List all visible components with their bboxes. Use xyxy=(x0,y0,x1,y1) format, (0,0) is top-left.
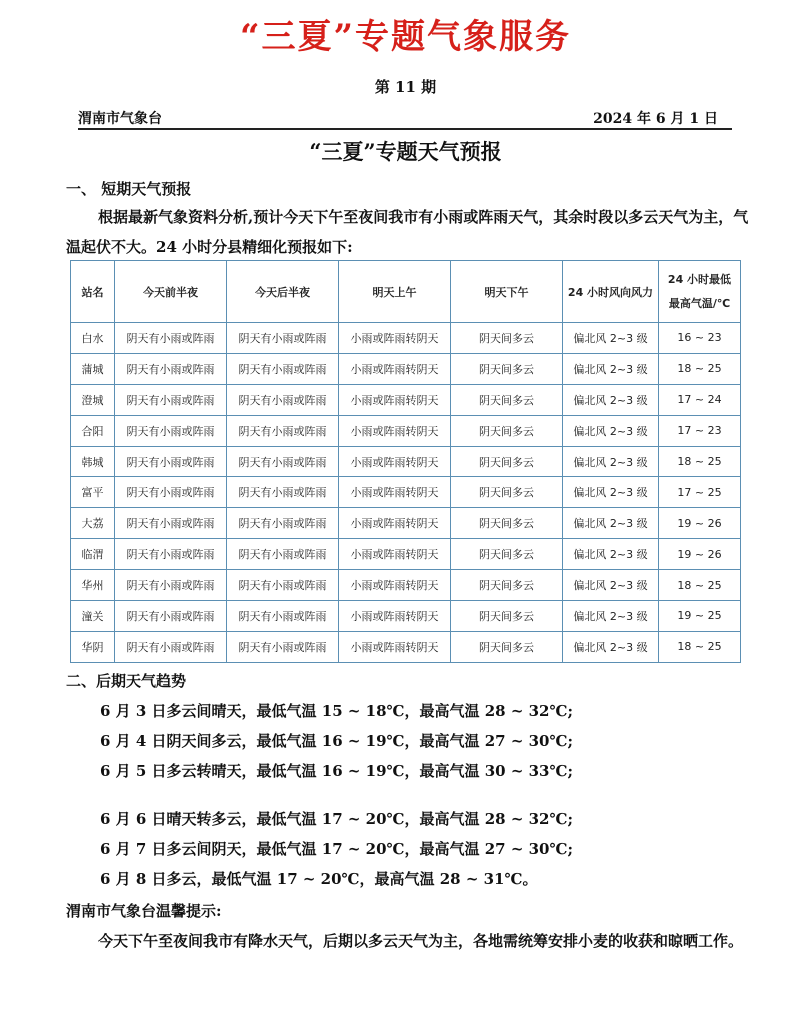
cell-station: 白水 xyxy=(71,323,115,354)
table-row xyxy=(71,353,741,384)
issuer-line xyxy=(78,106,732,130)
cell-station: 华阴 xyxy=(71,631,115,662)
col-second-half-night: 今天后半夜 xyxy=(227,261,339,323)
cell-station: 蒲城 xyxy=(71,353,115,384)
table-row xyxy=(71,446,741,477)
cell-station: 华州 xyxy=(71,570,115,601)
col-station: 站名 xyxy=(71,261,115,323)
col-temperature-line1: 24 小时最低 xyxy=(667,272,732,286)
county-forecast-table xyxy=(70,260,741,663)
cell-wind: 偏北风 2~3 级 xyxy=(563,570,659,601)
cell-tomorrow-afternoon: 阴天间多云 xyxy=(451,477,563,508)
tips-text: 今天下午至夜间我市有降水天气，后期以多云天气为主，各地需统筹安排小麦的收获和晾晒工作。 xyxy=(98,932,744,950)
table-row xyxy=(71,570,741,601)
cell-second-half-night: 阴天有小雨或阵雨 xyxy=(227,508,339,539)
cell-second-half-night: 阴天有小雨或阵雨 xyxy=(227,539,339,570)
table-row xyxy=(71,415,741,446)
cell-first-half-night: 阴天有小雨或阵雨 xyxy=(115,570,227,601)
cell-second-half-night: 阴天有小雨或阵雨 xyxy=(227,384,339,415)
cell-tomorrow-morning: 小雨或阵雨转阴天 xyxy=(339,601,451,632)
table-row xyxy=(71,539,741,570)
cell-tomorrow-afternoon: 阴天间多云 xyxy=(451,508,563,539)
table-row xyxy=(71,508,741,539)
cell-tomorrow-afternoon: 阴天间多云 xyxy=(451,323,563,354)
cell-temperature: 16 ~ 23 xyxy=(659,323,741,354)
cell-first-half-night: 阴天有小雨或阵雨 xyxy=(115,539,227,570)
cell-tomorrow-morning: 小雨或阵雨转阴天 xyxy=(339,415,451,446)
cell-first-half-night: 阴天有小雨或阵雨 xyxy=(115,353,227,384)
cell-temperature: 19 ~ 26 xyxy=(659,539,741,570)
cell-tomorrow-afternoon: 阴天间多云 xyxy=(451,353,563,384)
cell-wind: 偏北风 2~3 级 xyxy=(563,384,659,415)
cell-wind: 偏北风 2~3 级 xyxy=(563,477,659,508)
col-tomorrow-afternoon: 明天下午 xyxy=(451,261,563,323)
cell-tomorrow-morning: 小雨或阵雨转阴天 xyxy=(339,477,451,508)
cell-tomorrow-afternoon: 阴天间多云 xyxy=(451,384,563,415)
cell-first-half-night: 阴天有小雨或阵雨 xyxy=(115,601,227,632)
table-row xyxy=(71,323,741,354)
cell-temperature: 18 ~ 25 xyxy=(659,570,741,601)
cell-tomorrow-morning: 小雨或阵雨转阴天 xyxy=(339,353,451,384)
cell-second-half-night: 阴天有小雨或阵雨 xyxy=(227,415,339,446)
cell-wind: 偏北风 2~3 级 xyxy=(563,508,659,539)
cell-tomorrow-afternoon: 阴天间多云 xyxy=(451,539,563,570)
cell-station: 澄城 xyxy=(71,384,115,415)
cell-wind: 偏北风 2~3 级 xyxy=(563,415,659,446)
col-wind: 24 小时风向风力 xyxy=(563,261,659,323)
cell-tomorrow-morning: 小雨或阵雨转阴天 xyxy=(339,384,451,415)
issuer-org: 渭南市气象台 xyxy=(78,111,162,127)
issue-date: 2024 年 6 月 1 日 xyxy=(593,111,718,127)
cell-second-half-night: 阴天有小雨或阵雨 xyxy=(227,446,339,477)
cell-station: 富平 xyxy=(71,477,115,508)
cell-temperature: 17 ~ 25 xyxy=(659,477,741,508)
cell-second-half-night: 阴天有小雨或阵雨 xyxy=(227,353,339,384)
masthead-title: “三夏”专题气象服务 xyxy=(239,17,572,57)
short-term-paragraph: 根据最新气象资料分析,预计今天下午至夜间我市有小雨或阵雨天气，其余时段以多云天气为主，气温起伏不大。24 小时分县精细化预报如下: xyxy=(66,208,749,256)
cell-tomorrow-afternoon: 阴天间多云 xyxy=(451,570,563,601)
trend-line: 6 月 6 日晴天转多云，最低气温 17 ~ 20℃，最高气温 28 ~ 32℃; xyxy=(100,810,573,828)
cell-temperature: 19 ~ 26 xyxy=(659,508,741,539)
cell-wind: 偏北风 2~3 级 xyxy=(563,631,659,662)
table-row xyxy=(71,601,741,632)
cell-tomorrow-morning: 小雨或阵雨转阴天 xyxy=(339,323,451,354)
cell-first-half-night: 阴天有小雨或阵雨 xyxy=(115,508,227,539)
cell-tomorrow-morning: 小雨或阵雨转阴天 xyxy=(339,631,451,662)
cell-station: 韩城 xyxy=(71,446,115,477)
cell-first-half-night: 阴天有小雨或阵雨 xyxy=(115,384,227,415)
cell-tomorrow-morning: 小雨或阵雨转阴天 xyxy=(339,446,451,477)
cell-wind: 偏北风 2~3 级 xyxy=(563,353,659,384)
cell-wind: 偏北风 2~3 级 xyxy=(563,446,659,477)
trend-line: 6 月 7 日多云间阴天，最低气温 17 ~ 20℃，最高气温 27 ~ 30℃; xyxy=(100,840,573,858)
forecast-title: “三夏”专题天气预报 xyxy=(309,139,502,164)
cell-second-half-night: 阴天有小雨或阵雨 xyxy=(227,601,339,632)
section-trend-heading: 二、后期天气趋势 xyxy=(66,672,187,690)
col-tomorrow-morning: 明天上午 xyxy=(339,261,451,323)
table-row xyxy=(71,384,741,415)
col-temperature xyxy=(659,261,741,323)
cell-tomorrow-morning: 小雨或阵雨转阴天 xyxy=(339,539,451,570)
section-short-term-heading: 一、 短期天气预报 xyxy=(66,180,192,198)
cell-tomorrow-morning: 小雨或阵雨转阴天 xyxy=(339,570,451,601)
cell-second-half-night: 阴天有小雨或阵雨 xyxy=(227,477,339,508)
cell-tomorrow-afternoon: 阴天间多云 xyxy=(451,415,563,446)
trend-line: 6 月 5 日多云转晴天，最低气温 16 ~ 19℃，最高气温 30 ~ 33℃; xyxy=(100,762,573,780)
table-header-row xyxy=(71,261,741,323)
cell-station: 潼关 xyxy=(71,601,115,632)
cell-wind: 偏北风 2~3 级 xyxy=(563,539,659,570)
cell-temperature: 19 ~ 25 xyxy=(659,601,741,632)
cell-temperature: 17 ~ 23 xyxy=(659,415,741,446)
cell-tomorrow-morning: 小雨或阵雨转阴天 xyxy=(339,508,451,539)
cell-station: 合阳 xyxy=(71,415,115,446)
col-first-half-night: 今天前半夜 xyxy=(115,261,227,323)
cell-first-half-night: 阴天有小雨或阵雨 xyxy=(115,323,227,354)
table-body xyxy=(71,323,741,663)
cell-second-half-night: 阴天有小雨或阵雨 xyxy=(227,323,339,354)
cell-first-half-night: 阴天有小雨或阵雨 xyxy=(115,446,227,477)
cell-tomorrow-afternoon: 阴天间多云 xyxy=(451,446,563,477)
cell-temperature: 18 ~ 25 xyxy=(659,446,741,477)
table-row xyxy=(71,631,741,662)
issue-number: 第 11 期 xyxy=(374,78,437,96)
cell-second-half-night: 阴天有小雨或阵雨 xyxy=(227,631,339,662)
tips-heading: 渭南市气象台温馨提示: xyxy=(66,902,222,920)
cell-temperature: 18 ~ 25 xyxy=(659,631,741,662)
table-row xyxy=(71,477,741,508)
cell-tomorrow-afternoon: 阴天间多云 xyxy=(451,631,563,662)
trend-line: 6 月 4 日阴天间多云，最低气温 16 ~ 19℃，最高气温 27 ~ 30℃; xyxy=(100,732,573,750)
cell-tomorrow-afternoon: 阴天间多云 xyxy=(451,601,563,632)
cell-first-half-night: 阴天有小雨或阵雨 xyxy=(115,415,227,446)
cell-first-half-night: 阴天有小雨或阵雨 xyxy=(115,631,227,662)
col-temperature-line2: 最高气温/℃ xyxy=(668,296,731,310)
trend-line: 6 月 8 日多云，最低气温 17 ~ 20℃，最高气温 28 ~ 31℃。 xyxy=(100,870,538,888)
trend-line: 6 月 3 日多云间晴天，最低气温 15 ~ 18℃，最高气温 28 ~ 32℃; xyxy=(100,702,573,720)
cell-station: 大荔 xyxy=(71,508,115,539)
cell-temperature: 18 ~ 25 xyxy=(659,353,741,384)
cell-wind: 偏北风 2~3 级 xyxy=(563,323,659,354)
cell-station: 临渭 xyxy=(71,539,115,570)
cell-second-half-night: 阴天有小雨或阵雨 xyxy=(227,570,339,601)
cell-first-half-night: 阴天有小雨或阵雨 xyxy=(115,477,227,508)
cell-wind: 偏北风 2~3 级 xyxy=(563,601,659,632)
cell-temperature: 17 ~ 24 xyxy=(659,384,741,415)
